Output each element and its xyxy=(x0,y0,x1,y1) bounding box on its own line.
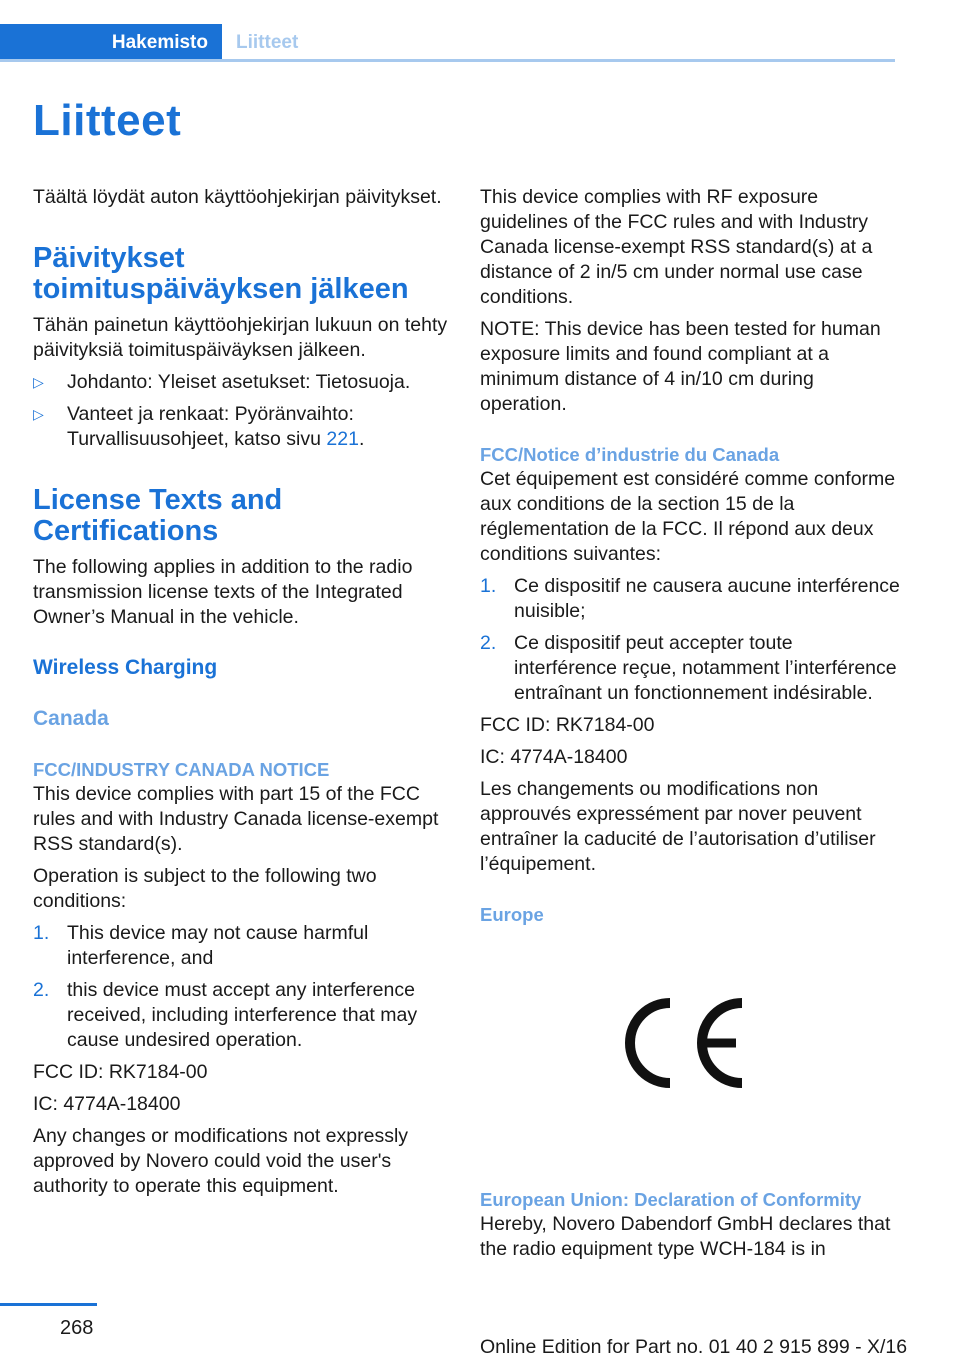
list-item: ▷ Johdanto: Yleiset asetukset: Tietosuoja. xyxy=(33,371,411,393)
operation-text: Operation is subject to the following two conditions: xyxy=(33,865,377,912)
license-heading: License Texts and Certifications xyxy=(33,484,283,547)
page-title: Liitteet xyxy=(33,96,182,145)
fr-notice-text: Cet équipement est considéré comme conforme aux conditions de la section 15 de la réglementation de la FCC. Il répond aux deux conditions suivantes: xyxy=(480,468,896,565)
changes-text: Any changes or modifications not expressly approved by Novero could void the user's authority to operate this equipment. xyxy=(33,1125,409,1197)
updates-heading: Päivitykset toimituspäiväyksen jälkeen xyxy=(33,242,409,305)
list-item: 1. Ce dispositif ne causera aucune interférence nuisible; xyxy=(480,575,900,622)
triangle-bullet-icon: ▷ xyxy=(33,406,44,422)
tab-liitteet[interactable]: Liitteet xyxy=(236,32,299,53)
left-column xyxy=(33,185,451,1206)
fr-notice-heading: FCC/Notice d’industrie du Canada xyxy=(480,444,780,465)
fr-changes-text: Les changements ou modifications non approuvés expressément par nover peuvent entraîner la caducité de l’autorisation d’utiliser l’équipement. xyxy=(480,778,876,875)
footer-rule xyxy=(0,1303,97,1306)
list-number: 2. xyxy=(33,979,50,1001)
ic-number: IC: 4774A-18400 xyxy=(33,1093,181,1115)
rf-exposure-text: This device complies with RF exposure guidelines of the FCC rules and with Industry Canada license-exempt RSS standard(s) at a distance of 2 in/5 cm under normal use case conditions. xyxy=(480,186,873,308)
page-link[interactable]: 221 xyxy=(326,428,359,450)
europe-heading: Europe xyxy=(480,904,544,925)
canada-heading: Canada xyxy=(33,707,109,730)
ic-number: IC: 4774A-18400 xyxy=(480,746,628,768)
intro-text: Täältä löydät auton käyttöohjekirjan päivitykset. xyxy=(33,186,442,208)
list-item: ▷ Vanteet ja renkaat: Pyöränvaihto: Turvallisuusohjeet, katso sivu 221. xyxy=(33,403,365,450)
note-text: NOTE: This device has been tested for human exposure limits and found compliant at a minimum distance of 4 in/10 cm during operation. xyxy=(480,318,881,415)
list-item: 2. Ce dispositif peut accepter toute interférence reçue, notamment l’interférence entraînant un fonctionnement indésirable. xyxy=(480,632,897,704)
conditions-list xyxy=(33,921,451,1053)
license-text: The following applies in addition to the radio transmission license texts of the Integrated Owner’s Manual in the vehicle. xyxy=(33,556,413,628)
updates-list xyxy=(33,370,451,452)
notice-text: This device complies with part 15 of the FCC rules and with Industry Canada license-exempt RSS standard(s). xyxy=(33,783,439,855)
wireless-heading: Wireless Charging xyxy=(33,656,218,679)
eu-declaration-heading: European Union: Declaration of Conformity xyxy=(480,1189,862,1210)
fcc-id: FCC ID: RK7184-00 xyxy=(480,714,655,736)
fr-conditions-list xyxy=(480,574,900,706)
triangle-bullet-icon: ▷ xyxy=(33,374,44,390)
right-column xyxy=(480,185,900,1269)
header-rule xyxy=(0,59,895,62)
updates-text: Tähän painetun käyttöohjekirjan lukuun on tehty päivityksiä toimituspäiväyksen jälkeen. xyxy=(33,314,448,361)
eu-declaration-text: Hereby, Novero Dabendorf GmbH declares that the radio equipment type WCH-184 is in xyxy=(480,1213,891,1260)
tab-hakemisto[interactable]: Hakemisto xyxy=(0,24,222,62)
list-item: 1. This device may not cause harmful interference, and xyxy=(33,922,369,969)
notice-heading: FCC/INDUSTRY CANADA NOTICE xyxy=(33,759,330,780)
list-item: 2. this device must accept any interference received, including interference that may cause undesired operation. xyxy=(33,979,418,1051)
edition-text: Online Edition for Part no. 01 40 2 915 899 - X/16 xyxy=(480,1336,908,1358)
page-number: 268 xyxy=(60,1317,94,1339)
list-number: 1. xyxy=(480,575,497,597)
list-number: 1. xyxy=(33,922,50,944)
ce-mark-logo xyxy=(624,997,746,1089)
top-navigation xyxy=(0,24,895,62)
list-number: 2. xyxy=(480,632,497,654)
fcc-id: FCC ID: RK7184-00 xyxy=(33,1061,208,1083)
